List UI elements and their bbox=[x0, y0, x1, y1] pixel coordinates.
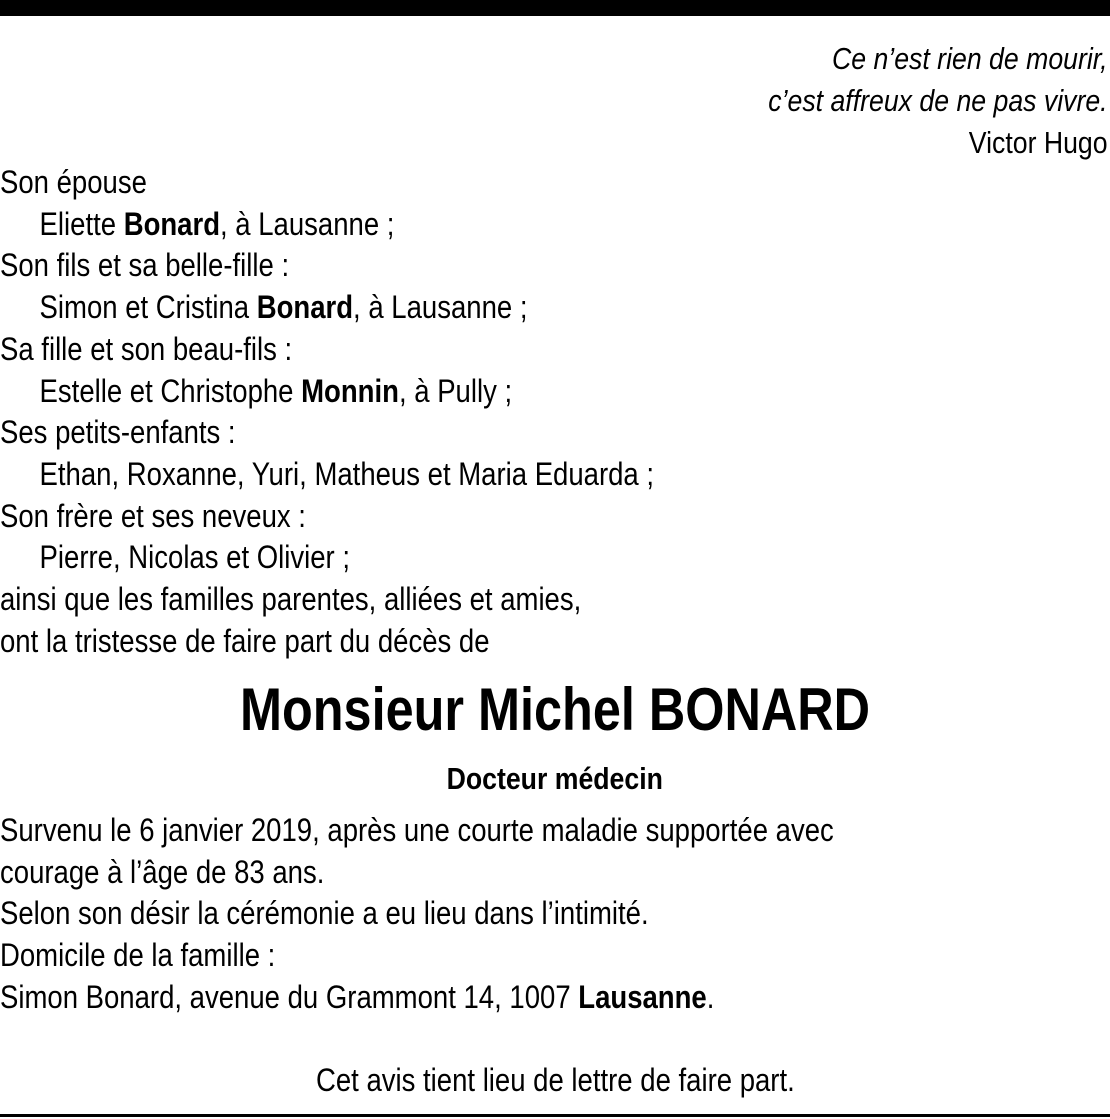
bottom-border-rule bbox=[0, 1114, 1110, 1117]
son-entry bbox=[0, 287, 654, 329]
daughter-surname: Monnin bbox=[301, 372, 399, 409]
announcement-line: ont la tristesse de faire part du décès de bbox=[0, 622, 490, 659]
family-address bbox=[0, 977, 834, 1019]
son-place: , à Lausanne ; bbox=[353, 289, 528, 326]
other-families: ainsi que les familles parentes, alliées et amies, bbox=[0, 581, 582, 618]
address-street: Simon Bonard, avenue du Grammont 14, 1007 bbox=[0, 978, 579, 1015]
son-first-names: Simon et Cristina bbox=[39, 289, 257, 326]
brother-label: Son frère et ses neveux : bbox=[0, 497, 306, 534]
details-line-3: Selon son désir la cérémonie a eu lieu dans l’intimité. bbox=[0, 895, 649, 932]
spouse-surname: Bonard bbox=[123, 205, 221, 242]
deceased-name: Monsieur Michel BONARD bbox=[239, 676, 871, 743]
son-label: Son fils et sa belle-fille : bbox=[0, 247, 290, 284]
address-suffix: . bbox=[706, 978, 715, 1015]
deceased-name-heading bbox=[0, 674, 1110, 746]
brother-names: Pierre, Nicolas et Olivier ; bbox=[39, 539, 351, 576]
spouse-label: Son épouse bbox=[0, 164, 147, 200]
grandchildren-names: Ethan, Roxanne, Yuri, Matheus et Maria Eduarda ; bbox=[39, 455, 655, 492]
grandchildren-label: Ses petits-enfants : bbox=[0, 414, 236, 451]
deceased-profession-heading bbox=[0, 758, 1110, 800]
epigraph-author: Victor Hugo bbox=[969, 125, 1108, 160]
spouse-place: , à Lausanne ; bbox=[220, 205, 395, 242]
address-city: Lausanne bbox=[578, 978, 707, 1015]
son-surname: Bonard bbox=[256, 289, 354, 326]
death-details bbox=[0, 810, 834, 1019]
spouse-entry bbox=[0, 204, 654, 246]
epigraph bbox=[769, 38, 1108, 164]
family-list bbox=[0, 162, 654, 662]
deceased-profession: Docteur médecin bbox=[446, 761, 664, 796]
spouse-first-name: Eliette bbox=[39, 205, 124, 242]
epigraph-line-1: Ce n’est rien de mourir, bbox=[832, 41, 1108, 76]
top-border-rule bbox=[0, 0, 1110, 16]
details-line-4: Domicile de la famille : bbox=[0, 937, 276, 974]
daughter-place: , à Pully ; bbox=[398, 372, 513, 409]
daughter-first-names: Estelle et Christophe bbox=[39, 372, 302, 409]
closing-text: Cet avis tient lieu de lettre de faire part. bbox=[315, 1062, 795, 1098]
closing-notice bbox=[0, 1058, 1110, 1102]
details-line-1: Survenu le 6 janvier 2019, après une courte maladie supportée avec bbox=[0, 812, 834, 848]
daughter-entry bbox=[0, 371, 654, 413]
daughter-label: Sa fille et son beau-fils : bbox=[0, 330, 293, 367]
epigraph-line-2: c’est affreux de ne pas vivre. bbox=[768, 83, 1108, 118]
details-line-2: courage à l’âge de 83 ans. bbox=[0, 853, 325, 890]
